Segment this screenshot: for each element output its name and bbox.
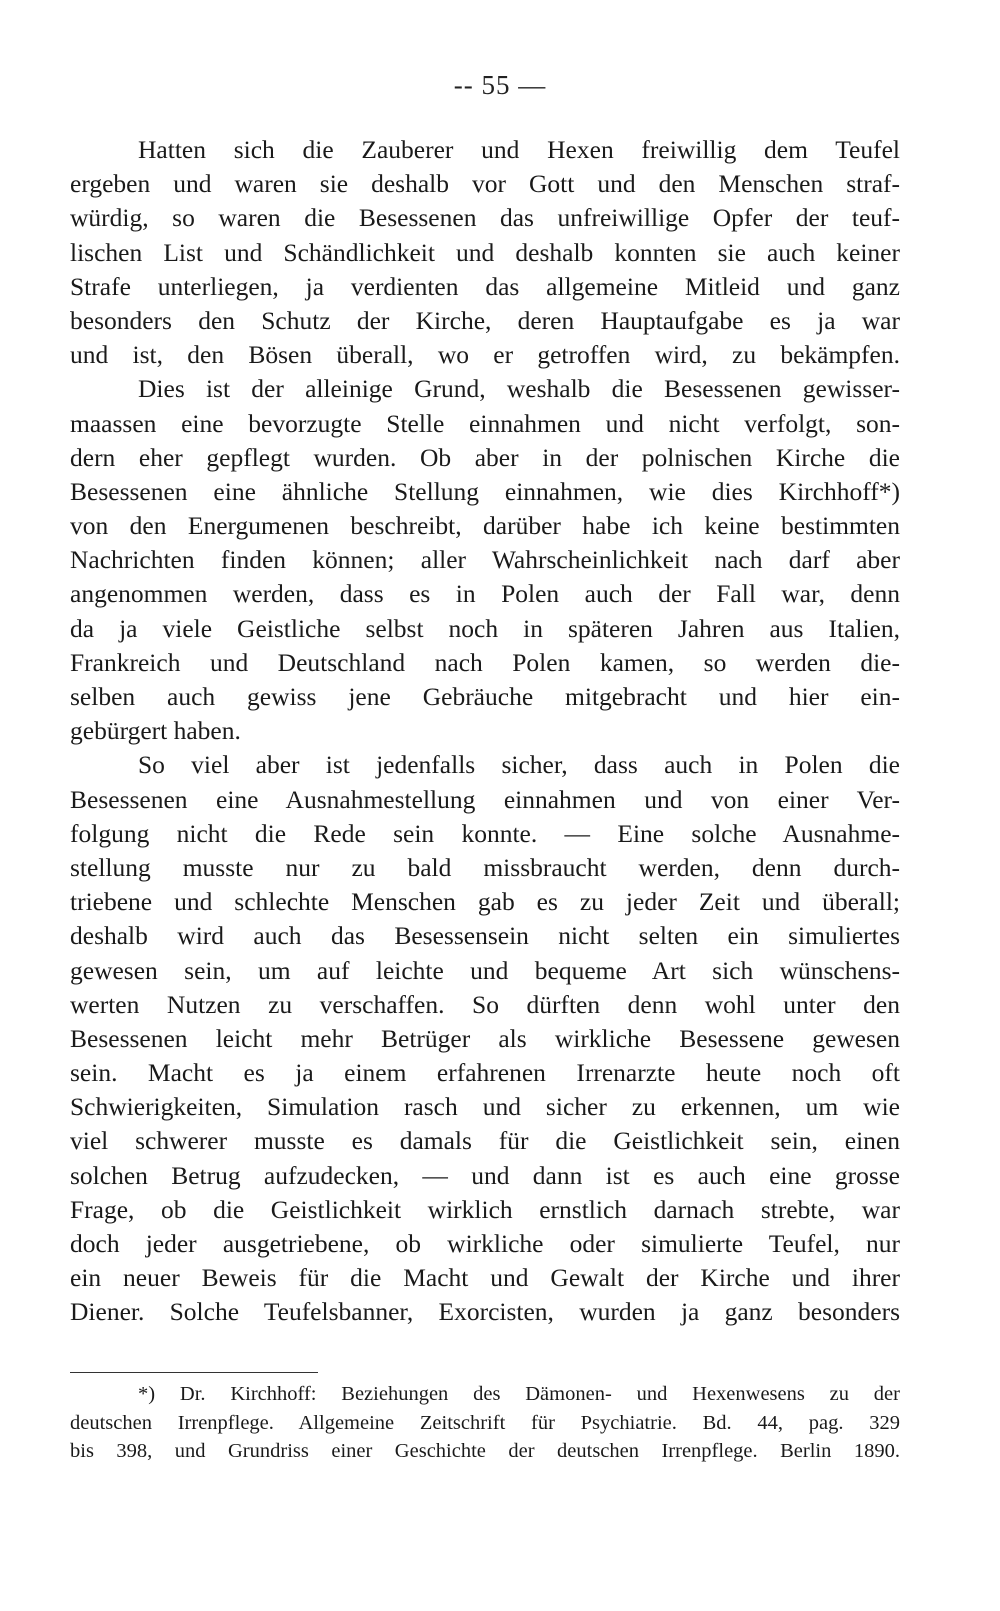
text-line: von den Energumenen beschreibt, darüber habe ich keine bestimmten bbox=[70, 511, 900, 541]
footnote-rule bbox=[70, 1372, 318, 1373]
text-line: deshalb wird auch das Besessensein nicht selten ein simuliertes bbox=[70, 921, 900, 951]
text-line: besonders den Schutz der Kirche, deren Hauptaufgabe es ja war bbox=[70, 305, 900, 335]
text-line: folgung nicht die Rede sein konnte. — Eine solche Ausnahme- bbox=[70, 818, 900, 848]
text-line: Frage, ob die Geistlichkeit wirklich ernstlich darnach strebte, war bbox=[70, 1194, 900, 1224]
text-line: werten Nutzen zu verschaffen. So dürften denn wohl unter den bbox=[70, 989, 900, 1019]
text-line: und ist, den Bösen überall, wo er getroffen wird, zu bekämpfen. bbox=[70, 340, 900, 370]
footnote-line: deutschen Irrenpflege. Allgemeine Zeitschrift für Psychiatrie. Bd. 44, pag. 329 bbox=[70, 1411, 900, 1434]
text-line: Besessenen eine ähnliche Stellung einnahmen, wie dies Kirchhoff*) bbox=[70, 476, 900, 506]
text-line: selben auch gewiss jene Gebräuche mitgebracht und hier ein- bbox=[70, 682, 900, 711]
text-line: Schwierigkeiten, Simulation rasch und sicher zu erkennen, um wie bbox=[70, 1092, 900, 1122]
text-line: ergeben und waren sie deshalb vor Gott und den Menschen straf- bbox=[70, 169, 900, 199]
text-line: Frankreich und Deutschland nach Polen kamen, so werden die- bbox=[70, 647, 900, 677]
text-line: gebürgert haben. bbox=[70, 716, 241, 746]
text-line: Besessenen leicht mehr Betrüger als wirkliche Besessene gewesen bbox=[70, 1023, 900, 1053]
text-line: gewesen sein, um auf leichte und bequeme Art sich wünschens- bbox=[70, 955, 900, 985]
text-line: maassen eine bevorzugte Stelle einnahmen und nicht verfolgt, son- bbox=[70, 408, 900, 438]
text-line: ein neuer Beweis für die Macht und Gewalt der Kirche und ihrer bbox=[70, 1263, 900, 1293]
page-number: -- 55 — bbox=[453, 70, 547, 100]
text-line: So viel aber ist jedenfalls sicher, dass auch in Polen die bbox=[138, 750, 900, 780]
text-line: Strafe unterliegen, ja verdienten das allgemeine Mitleid und ganz bbox=[70, 271, 900, 301]
footnote-line: bis 398, und Grundriss einer Geschichte der deutschen Irrenpflege. Berlin 1890. bbox=[70, 1440, 900, 1462]
body-text bbox=[70, 133, 900, 1330]
footnote-line: *) Dr. Kirchhoff: Beziehungen des Dämonen- und Hexenwesens zu der bbox=[138, 1383, 900, 1405]
footnotes bbox=[70, 1380, 900, 1466]
text-line: würdig, so waren die Besessenen das unfreiwillige Opfer der teuf- bbox=[70, 203, 900, 233]
text-line: angenommen werden, dass es in Polen auch der Fall war, denn bbox=[70, 579, 900, 609]
text-line: lischen List und Schändlichkeit und deshalb konnten sie auch keiner bbox=[70, 237, 900, 267]
text-line: solchen Betrug aufzudecken, — und dann ist es auch eine grosse bbox=[70, 1160, 900, 1190]
text-line: viel schwerer musste es damals für die Geistlichkeit sein, einen bbox=[70, 1126, 900, 1156]
text-line: Diener. Solche Teufelsbanner, Exorcisten, wurden ja ganz besonders bbox=[70, 1297, 900, 1327]
text-line: da ja viele Geistliche selbst noch in späteren Jahren aus Italien, bbox=[70, 613, 900, 643]
text-line: Nachrichten finden können; aller Wahrscheinlichkeit nach darf aber bbox=[70, 545, 900, 575]
text-line: triebene und schlechte Menschen gab es zu jeder Zeit und überall; bbox=[70, 887, 900, 917]
text-line: doch jeder ausgetriebene, ob wirkliche oder simulierte Teufel, nur bbox=[70, 1229, 900, 1258]
text-line: dern eher gepflegt wurden. Ob aber in der polnischen Kirche die bbox=[70, 442, 900, 472]
text-line: Besessenen eine Ausnahmestellung einnahmen und von einer Ver- bbox=[70, 784, 900, 814]
text-line: Hatten sich die Zauberer und Hexen freiwillig dem Teufel bbox=[138, 135, 900, 164]
text-line: stellung musste nur zu bald missbraucht werden, denn durch- bbox=[70, 852, 900, 882]
text-line: sein. Macht es ja einem erfahrenen Irrenarzte heute noch oft bbox=[70, 1058, 900, 1088]
text-line: Dies ist der alleinige Grund, weshalb die Besessenen gewisser- bbox=[138, 374, 900, 404]
